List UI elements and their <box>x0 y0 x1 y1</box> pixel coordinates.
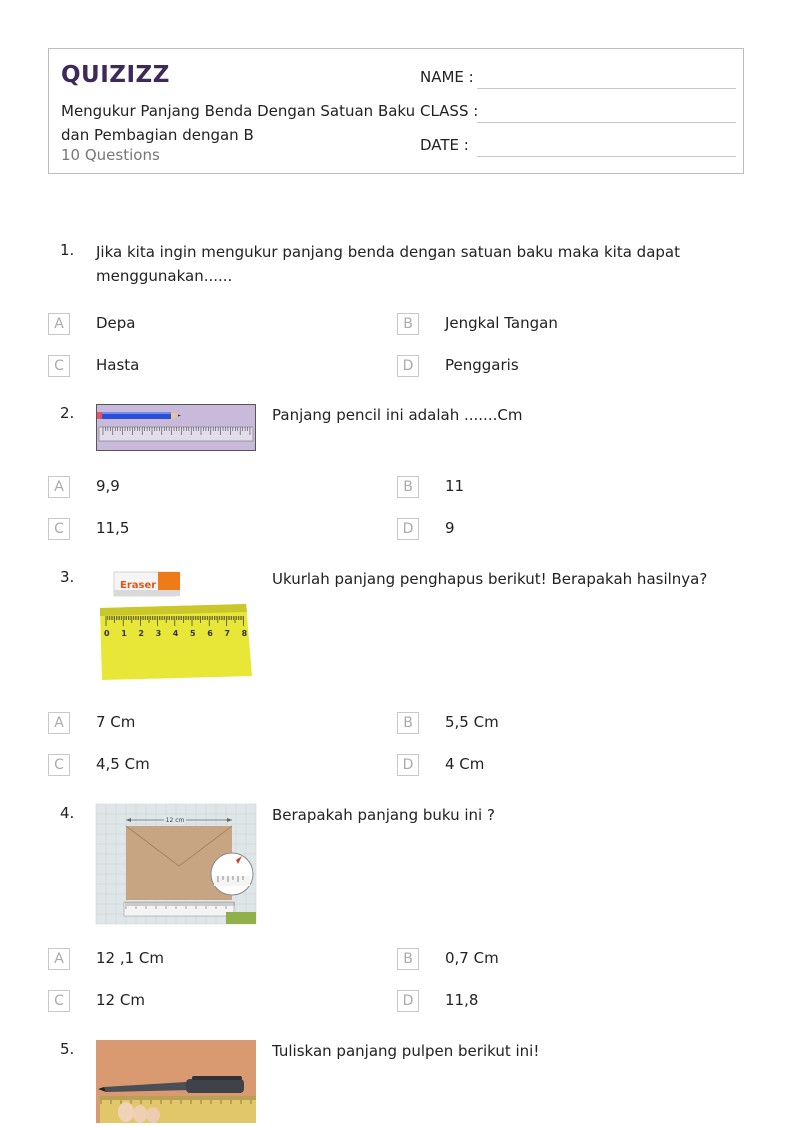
option-text: 5,5 Cm <box>445 713 499 731</box>
question-number: 1. <box>60 241 75 259</box>
option-letter: C <box>48 518 70 540</box>
option-text: 11,8 <box>445 991 479 1009</box>
option-text: 12 Cm <box>96 991 145 1009</box>
option-letter: A <box>48 476 70 498</box>
option-letter: C <box>48 990 70 1012</box>
option-text: 9,9 <box>96 477 120 495</box>
option-letter: A <box>48 313 70 335</box>
svg-text:QUIZIZZ: QUIZIZZ <box>61 62 170 88</box>
eraser-ruler-image <box>96 568 256 686</box>
option-text: 11,5 <box>96 519 130 537</box>
option-letter: B <box>397 712 419 734</box>
eraser-label: Eraser <box>120 580 157 591</box>
option-letter: B <box>397 476 419 498</box>
option-letter: B <box>397 313 419 335</box>
option-letter: A <box>48 948 70 970</box>
ruler-number: 8 <box>241 629 248 638</box>
pen-ruler-image <box>96 1040 256 1123</box>
class-field[interactable] <box>420 102 736 126</box>
option-text: Depa <box>96 314 136 332</box>
option-text: 0,7 Cm <box>445 949 499 967</box>
envelope-ruler-image <box>96 804 256 924</box>
ruler-number: 6 <box>207 629 213 638</box>
name-label: NAME : <box>420 68 474 86</box>
ruler-number: 2 <box>138 629 144 638</box>
option-letter: D <box>397 754 419 776</box>
option-letter: D <box>397 518 419 540</box>
pencil-ruler-image <box>96 404 256 451</box>
ruler-number: 3 <box>155 629 162 638</box>
question-number: 4. <box>60 804 75 822</box>
option-text: Penggaris <box>445 356 519 374</box>
date-field[interactable] <box>420 136 736 160</box>
option-text: 7 Cm <box>96 713 136 731</box>
option-letter: D <box>397 990 419 1012</box>
worksheet-title: Mengukur Panjang Benda Dengan Satuan Baku dan Pembagian dengan B <box>61 102 416 144</box>
question-number: 5. <box>60 1040 75 1058</box>
question-text: Jika kita ingin mengukur panjang benda dengan satuan baku maka kita dapat menggunakan...... <box>96 243 680 285</box>
option-text: 11 <box>445 477 465 495</box>
name-field[interactable] <box>420 68 736 92</box>
option-text: 12 ,1 Cm <box>96 949 165 967</box>
class-line[interactable] <box>477 122 736 123</box>
question-number: 2. <box>60 404 75 422</box>
name-line[interactable] <box>477 88 736 89</box>
date-line[interactable] <box>477 156 736 157</box>
ruler-number: 1 <box>121 629 127 638</box>
date-label: DATE : <box>420 136 469 154</box>
question-text: Ukurlah panjang penghapus berikut! Berapakah hasilnya? <box>272 570 708 588</box>
question-count: 10 Questions <box>61 146 160 164</box>
option-letter: A <box>48 712 70 734</box>
question-text: Berapakah panjang buku ini ? <box>272 806 495 824</box>
ruler-number: 7 <box>224 629 230 638</box>
option-letter: B <box>397 948 419 970</box>
option-text: 4 Cm <box>445 755 485 773</box>
envelope-measure-label: 12 cm <box>165 817 185 824</box>
option-letter: D <box>397 355 419 377</box>
question-number: 3. <box>60 568 75 586</box>
option-letter: C <box>48 754 70 776</box>
quizizz-logo <box>61 59 170 89</box>
option-text: 4,5 Cm <box>96 755 150 773</box>
worksheet-header <box>48 48 744 174</box>
class-label: CLASS : <box>420 102 479 120</box>
option-text: Jengkal Tangan <box>445 314 558 332</box>
question-text: Panjang pencil ini adalah .......Cm <box>272 406 523 424</box>
option-text: 9 <box>445 519 455 537</box>
question-text: Tuliskan panjang pulpen berikut ini! <box>272 1042 540 1060</box>
option-text: Hasta <box>96 356 140 374</box>
ruler-number: 4 <box>172 629 179 638</box>
option-letter: C <box>48 355 70 377</box>
ruler-number: 5 <box>190 629 196 638</box>
ruler-number: 0 <box>104 629 110 638</box>
